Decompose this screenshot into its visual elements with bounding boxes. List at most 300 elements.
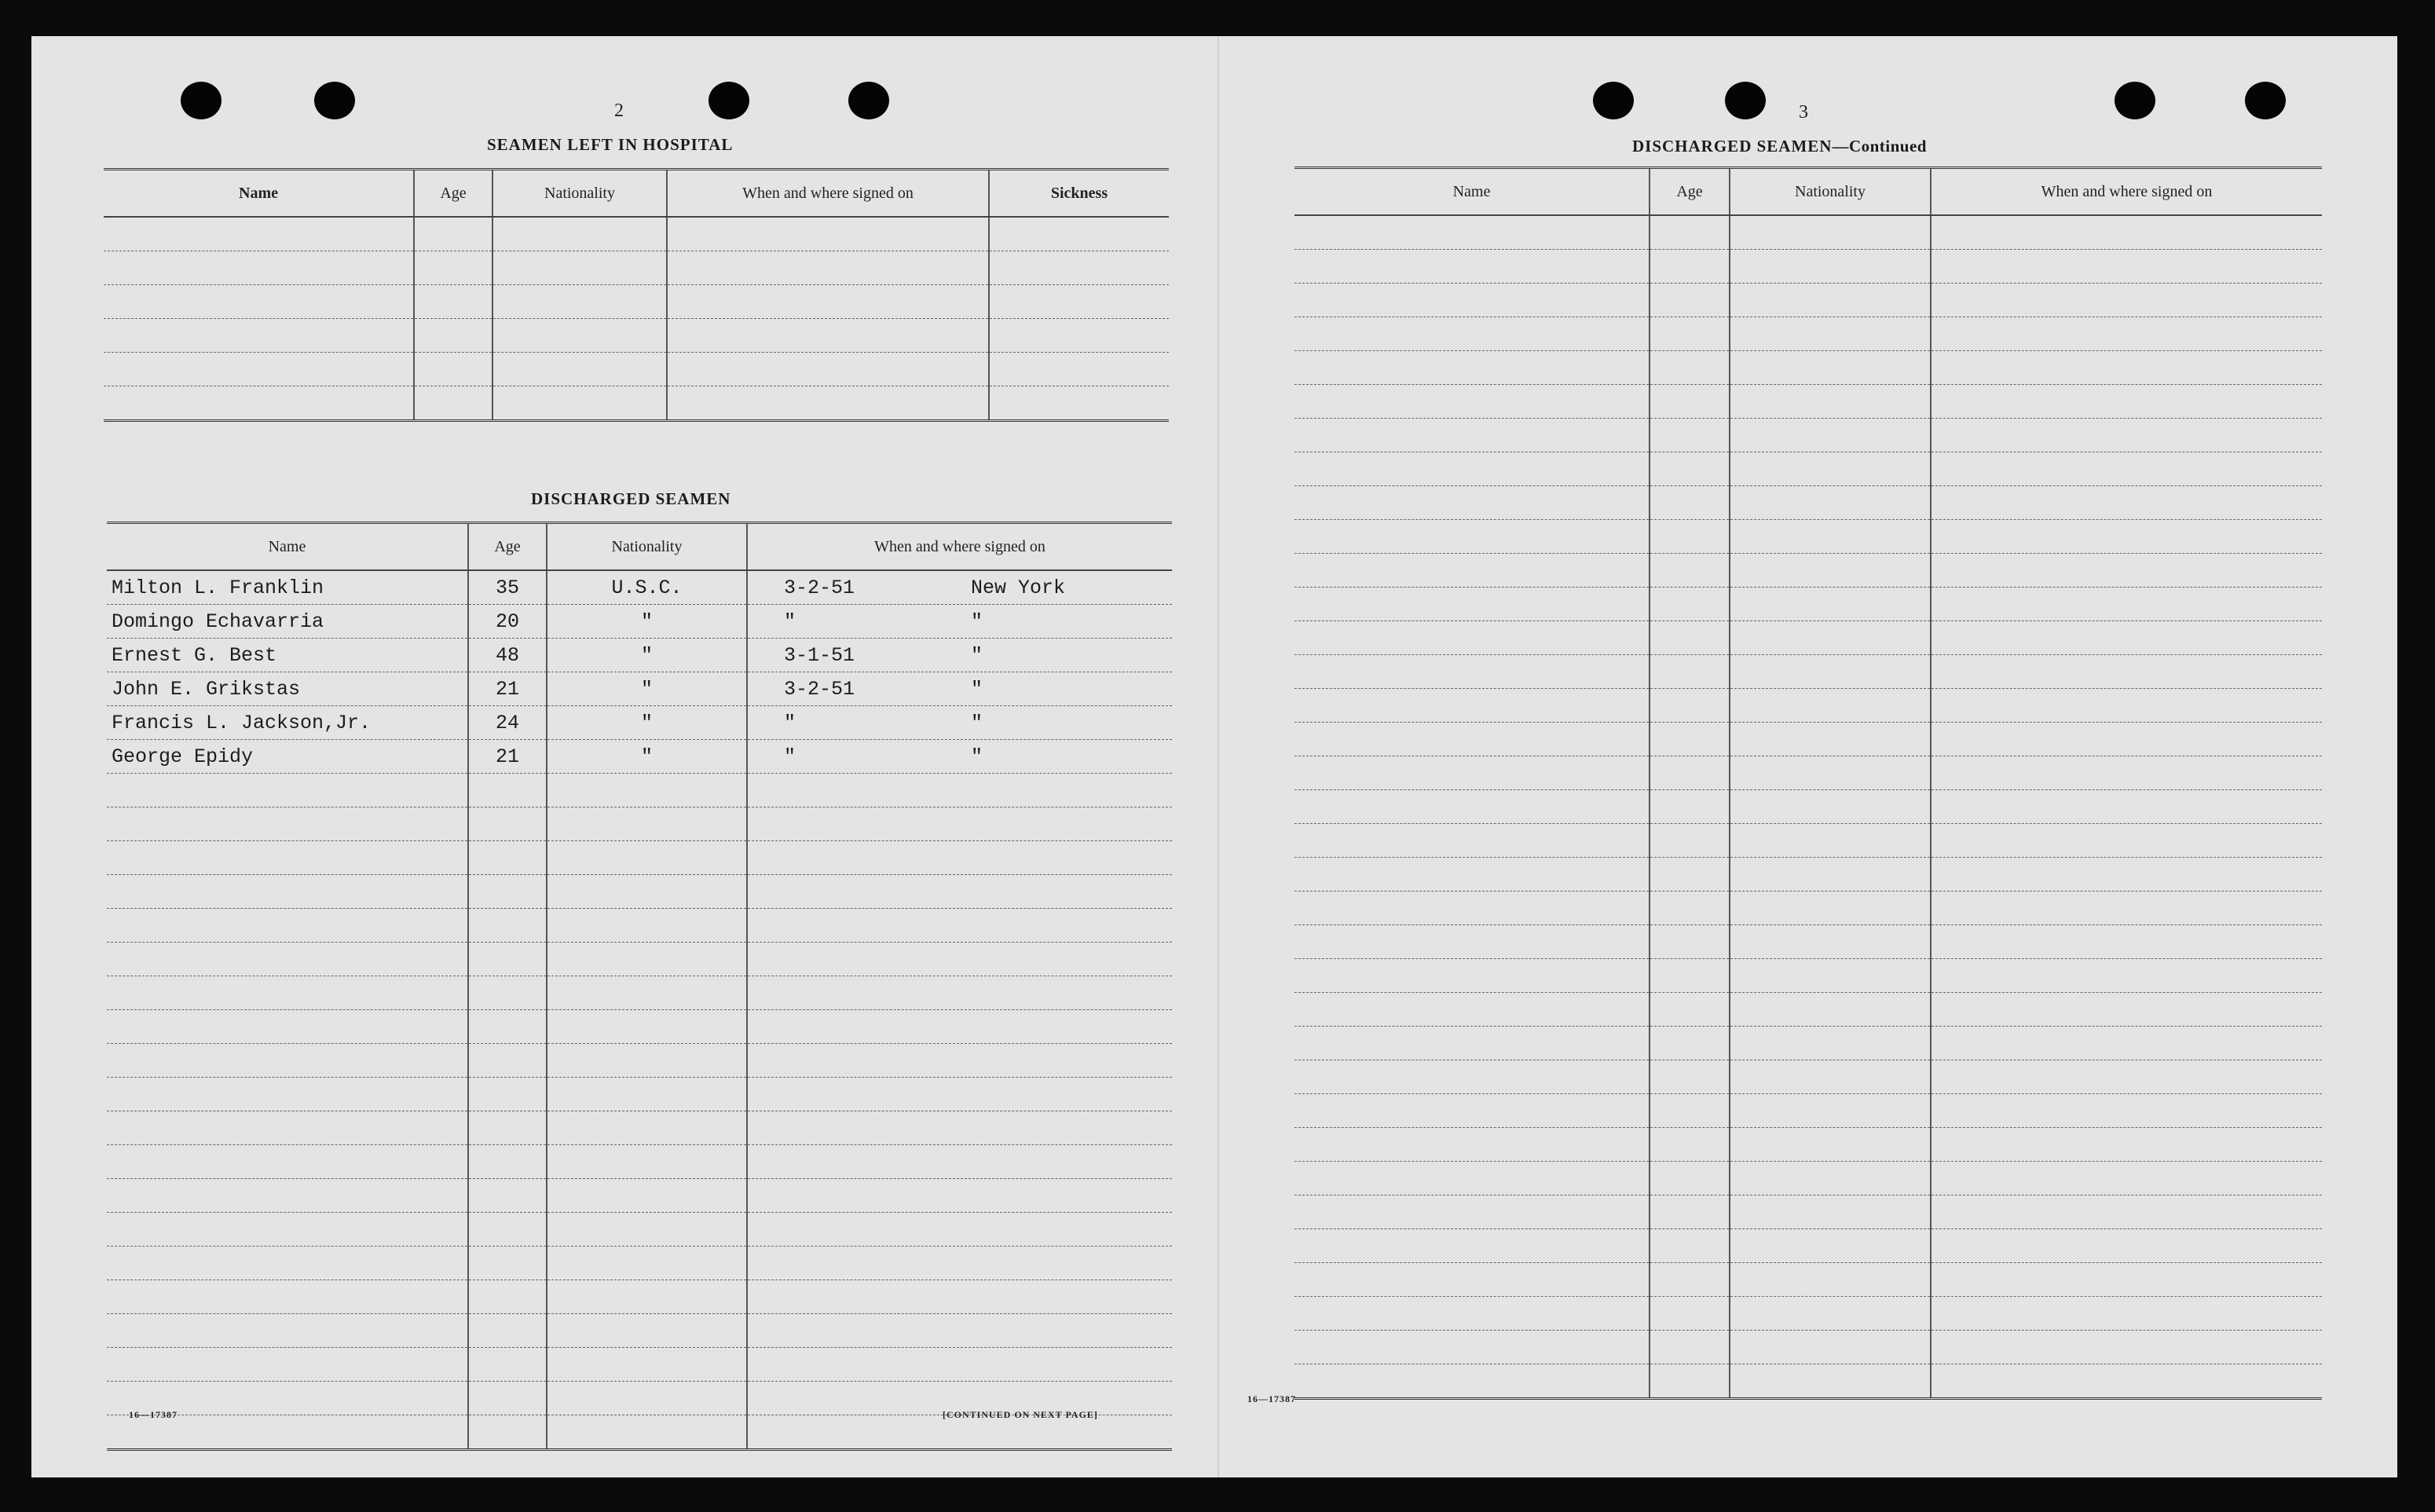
blank-cell: [1650, 1364, 1730, 1399]
signed-date: 3-2-51: [784, 678, 855, 701]
blank-cell: [1931, 1128, 2322, 1162]
blank-cell: [747, 1044, 1172, 1078]
blank-cell: [107, 1145, 468, 1179]
blank-cell: [667, 217, 989, 251]
age-cell: 24: [468, 706, 547, 740]
blank-cell: [1294, 993, 1650, 1027]
blank-cell: [1931, 655, 2322, 689]
blank-cell: [1294, 215, 1650, 250]
blank-cell: [547, 1314, 747, 1348]
blank-row: [1294, 1027, 2322, 1060]
blank-row: [1294, 655, 2322, 689]
blank-cell: [1730, 824, 1931, 858]
blank-cell: [414, 319, 492, 353]
left-page: [31, 36, 1218, 1477]
blank-row: [107, 841, 1172, 875]
form-number: 16—17387: [129, 1409, 178, 1420]
signed-date: ": [784, 610, 796, 633]
blank-cell: [1650, 1195, 1730, 1229]
when-where-cell: [747, 570, 1172, 605]
blank-cell: [747, 1179, 1172, 1213]
blank-cell: [107, 1247, 468, 1280]
nationality-cell: ": [547, 605, 747, 639]
blank-cell: [1730, 554, 1931, 588]
blank-row: [1294, 1128, 2322, 1162]
blank-cell: [107, 1280, 468, 1314]
blank-cell: [747, 841, 1172, 875]
blank-cell: [547, 1415, 747, 1450]
table-header-row: [1294, 168, 2322, 216]
blank-row: [1294, 1297, 2322, 1331]
blank-cell: [492, 251, 667, 285]
blank-row: [107, 943, 1172, 976]
header-when-where: When and where signed on: [747, 523, 1172, 571]
signed-place: New York: [971, 577, 1066, 599]
blank-cell: [1650, 385, 1730, 419]
signed-place: ": [971, 712, 983, 734]
blank-cell: [1294, 1162, 1650, 1195]
signed-place: ": [971, 678, 983, 701]
blank-cell: [107, 1111, 468, 1145]
blank-cell: [747, 1111, 1172, 1145]
blank-cell: [1931, 824, 2322, 858]
blank-row: [1294, 1263, 2322, 1297]
discharged-continued-table: [1294, 167, 2322, 1400]
header-nationality: Nationality: [492, 170, 667, 218]
blank-cell: [747, 909, 1172, 943]
signed-date: ": [784, 712, 796, 734]
blank-cell: [1730, 1263, 1931, 1297]
blank-cell: [1931, 520, 2322, 554]
table-row: [107, 605, 1172, 639]
blank-cell: [1730, 993, 1931, 1027]
blank-cell: [1931, 317, 2322, 351]
binder-hole: [709, 82, 749, 119]
blank-cell: [547, 1145, 747, 1179]
blank-cell: [1730, 520, 1931, 554]
blank-cell: [1730, 1229, 1931, 1263]
blank-cell: [104, 353, 414, 386]
blank-row: [1294, 689, 2322, 723]
blank-cell: [1294, 1364, 1650, 1399]
blank-row: [107, 1179, 1172, 1213]
blank-cell: [1650, 790, 1730, 824]
blank-row: [1294, 351, 2322, 385]
blank-cell: [414, 251, 492, 285]
blank-cell: [1294, 925, 1650, 959]
blank-cell: [547, 1348, 747, 1382]
blank-cell: [1294, 1263, 1650, 1297]
signed-date: 3-1-51: [784, 644, 855, 667]
hospital-table: [104, 168, 1169, 422]
blank-cell: [1730, 1162, 1931, 1195]
blank-cell: [1650, 993, 1730, 1027]
blank-cell: [1931, 351, 2322, 385]
blank-cell: [1294, 588, 1650, 621]
blank-cell: [1294, 1297, 1650, 1331]
blank-cell: [1650, 959, 1730, 993]
blank-cell: [1294, 824, 1650, 858]
blank-cell: [1931, 1027, 2322, 1060]
nationality-cell: U.S.C.: [547, 570, 747, 605]
discharged-section-title: DISCHARGED SEAMEN: [531, 489, 731, 508]
blank-cell: [468, 1010, 547, 1044]
blank-cell: [1650, 621, 1730, 655]
header-age: Age: [414, 170, 492, 218]
right-page: [1219, 36, 2397, 1477]
header-nationality: Nationality: [1730, 168, 1931, 216]
blank-cell: [1730, 655, 1931, 689]
blank-cell: [1294, 385, 1650, 419]
blank-cell: [989, 285, 1169, 319]
age-cell: 21: [468, 672, 547, 706]
blank-cell: [1730, 317, 1931, 351]
blank-cell: [1931, 419, 2322, 452]
binder-hole: [2115, 82, 2155, 119]
blank-row: [107, 1247, 1172, 1280]
blank-cell: [1294, 452, 1650, 486]
name-cell: John E. Grikstas: [107, 672, 468, 706]
blank-cell: [747, 875, 1172, 909]
blank-cell: [1650, 1027, 1730, 1060]
blank-cell: [104, 217, 414, 251]
blank-cell: [1294, 250, 1650, 284]
blank-cell: [492, 386, 667, 421]
blank-cell: [1730, 959, 1931, 993]
table-header-row: [107, 523, 1172, 571]
blank-cell: [547, 1078, 747, 1111]
signed-date: 3-2-51: [784, 577, 855, 599]
blank-cell: [104, 251, 414, 285]
blank-cell: [1650, 858, 1730, 891]
blank-cell: [468, 875, 547, 909]
blank-cell: [1730, 452, 1931, 486]
blank-row: [1294, 925, 2322, 959]
blank-cell: [547, 1280, 747, 1314]
blank-cell: [667, 319, 989, 353]
blank-cell: [468, 1415, 547, 1450]
header-age: Age: [1650, 168, 1730, 216]
blank-cell: [1294, 351, 1650, 385]
blank-cell: [667, 353, 989, 386]
blank-cell: [468, 1213, 547, 1247]
blank-cell: [1730, 419, 1931, 452]
when-where-cell: [747, 605, 1172, 639]
blank-cell: [547, 1111, 747, 1145]
blank-cell: [1931, 1364, 2322, 1399]
blank-cell: [1650, 215, 1730, 250]
blank-cell: [989, 319, 1169, 353]
blank-cell: [1650, 554, 1730, 588]
blank-row: [107, 909, 1172, 943]
blank-row: [107, 1314, 1172, 1348]
blank-cell: [1931, 959, 2322, 993]
blank-row: [1294, 284, 2322, 317]
blank-cell: [547, 807, 747, 841]
blank-cell: [1931, 790, 2322, 824]
blank-cell: [1931, 1162, 2322, 1195]
blank-cell: [1650, 723, 1730, 756]
blank-cell: [1931, 486, 2322, 520]
blank-row: [1294, 1229, 2322, 1263]
blank-cell: [1650, 486, 1730, 520]
continued-note: [CONTINUED ON NEXT PAGE]: [943, 1409, 1098, 1420]
blank-row: [1294, 385, 2322, 419]
blank-row: [1294, 554, 2322, 588]
blank-cell: [468, 1078, 547, 1111]
blank-cell: [1650, 284, 1730, 317]
blank-cell: [1730, 723, 1931, 756]
blank-cell: [1931, 858, 2322, 891]
blank-cell: [1931, 452, 2322, 486]
blank-cell: [468, 841, 547, 875]
blank-cell: [107, 976, 468, 1010]
hospital-section-title: SEAMEN LEFT IN HOSPITAL: [487, 135, 734, 154]
blank-cell: [1294, 1331, 1650, 1364]
blank-cell: [1294, 689, 1650, 723]
blank-row: [1294, 250, 2322, 284]
blank-cell: [989, 217, 1169, 251]
blank-cell: [1294, 790, 1650, 824]
blank-cell: [1650, 1263, 1730, 1297]
blank-cell: [1294, 1027, 1650, 1060]
blank-cell: [107, 875, 468, 909]
blank-row: [1294, 824, 2322, 858]
age-cell: 48: [468, 639, 547, 672]
blank-cell: [667, 251, 989, 285]
blank-cell: [1730, 1027, 1931, 1060]
blank-row: [104, 386, 1169, 421]
blank-cell: [104, 386, 414, 421]
blank-cell: [667, 285, 989, 319]
blank-cell: [747, 1078, 1172, 1111]
table-header-row: [104, 170, 1169, 218]
when-where-cell: [747, 639, 1172, 672]
blank-cell: [1730, 858, 1931, 891]
blank-cell: [1931, 891, 2322, 925]
blank-cell: [547, 976, 747, 1010]
blank-cell: [1931, 1060, 2322, 1094]
blank-cell: [107, 909, 468, 943]
blank-cell: [1730, 385, 1931, 419]
table-row: [107, 639, 1172, 672]
blank-cell: [1931, 723, 2322, 756]
form-number: 16—17387: [1247, 1393, 1296, 1404]
blank-row: [1294, 1060, 2322, 1094]
blank-row: [107, 1280, 1172, 1314]
blank-cell: [547, 1010, 747, 1044]
blank-row: [107, 1348, 1172, 1382]
blank-cell: [1294, 486, 1650, 520]
blank-cell: [1730, 588, 1931, 621]
blank-cell: [1650, 655, 1730, 689]
nationality-cell: ": [547, 706, 747, 740]
header-name: Name: [1294, 168, 1650, 216]
blank-cell: [492, 217, 667, 251]
blank-row: [104, 217, 1169, 251]
blank-cell: [547, 1247, 747, 1280]
blank-cell: [747, 976, 1172, 1010]
blank-cell: [1931, 284, 2322, 317]
blank-row: [107, 1111, 1172, 1145]
blank-cell: [468, 1145, 547, 1179]
header-when-where: When and where signed on: [667, 170, 989, 218]
header-sickness: Sickness: [989, 170, 1169, 218]
binder-hole: [314, 82, 355, 119]
blank-row: [107, 1078, 1172, 1111]
blank-row: [104, 285, 1169, 319]
blank-row: [1294, 858, 2322, 891]
page-number: 3: [1799, 102, 1808, 123]
blank-cell: [107, 841, 468, 875]
blank-row: [1294, 891, 2322, 925]
blank-cell: [1650, 1128, 1730, 1162]
blank-cell: [747, 1280, 1172, 1314]
blank-cell: [414, 353, 492, 386]
when-where-cell: [747, 740, 1172, 774]
blank-cell: [492, 319, 667, 353]
blank-cell: [107, 1010, 468, 1044]
blank-cell: [1730, 1060, 1931, 1094]
blank-cell: [1931, 1331, 2322, 1364]
blank-cell: [1294, 419, 1650, 452]
blank-cell: [747, 943, 1172, 976]
header-age: Age: [468, 523, 547, 571]
blank-cell: [1730, 1195, 1931, 1229]
name-cell: George Epidy: [107, 740, 468, 774]
blank-cell: [547, 909, 747, 943]
blank-cell: [547, 875, 747, 909]
blank-cell: [1294, 621, 1650, 655]
blank-cell: [1931, 1263, 2322, 1297]
blank-row: [1294, 756, 2322, 790]
blank-cell: [1650, 824, 1730, 858]
table-row: [107, 740, 1172, 774]
nationality-cell: ": [547, 639, 747, 672]
name-cell: Milton L. Franklin: [107, 570, 468, 605]
blank-cell: [1294, 959, 1650, 993]
blank-cell: [1650, 1060, 1730, 1094]
blank-row: [1294, 1162, 2322, 1195]
blank-row: [1294, 486, 2322, 520]
blank-cell: [1931, 756, 2322, 790]
blank-cell: [747, 1213, 1172, 1247]
blank-cell: [1294, 284, 1650, 317]
blank-cell: [1650, 891, 1730, 925]
when-where-cell: [747, 706, 1172, 740]
blank-cell: [1650, 1229, 1730, 1263]
blank-row: [1294, 723, 2322, 756]
blank-cell: [547, 841, 747, 875]
blank-row: [107, 774, 1172, 807]
blank-cell: [1931, 215, 2322, 250]
blank-cell: [468, 774, 547, 807]
blank-cell: [107, 1179, 468, 1213]
blank-cell: [1730, 756, 1931, 790]
blank-cell: [468, 1044, 547, 1078]
header-nationality: Nationality: [547, 523, 747, 571]
blank-row: [1294, 959, 2322, 993]
blank-cell: [1294, 1229, 1650, 1263]
blank-row: [1294, 215, 2322, 250]
blank-cell: [1931, 588, 2322, 621]
blank-cell: [1730, 689, 1931, 723]
signed-date: ": [784, 745, 796, 768]
blank-cell: [468, 1314, 547, 1348]
blank-cell: [1730, 1297, 1931, 1331]
blank-cell: [1294, 317, 1650, 351]
blank-cell: [468, 943, 547, 976]
blank-cell: [1650, 925, 1730, 959]
blank-cell: [1294, 1195, 1650, 1229]
nationality-cell: ": [547, 740, 747, 774]
blank-cell: [1931, 993, 2322, 1027]
blank-cell: [747, 1010, 1172, 1044]
blank-cell: [747, 1145, 1172, 1179]
blank-cell: [1650, 317, 1730, 351]
blank-cell: [492, 285, 667, 319]
blank-cell: [1650, 351, 1730, 385]
binder-hole: [1725, 82, 1766, 119]
blank-cell: [1294, 1128, 1650, 1162]
header-name: Name: [104, 170, 414, 218]
blank-cell: [1294, 1060, 1650, 1094]
blank-cell: [547, 943, 747, 976]
discharged-continued-title: [1632, 137, 1927, 156]
blank-row: [1294, 520, 2322, 554]
blank-row: [104, 319, 1169, 353]
blank-cell: [547, 1213, 747, 1247]
blank-cell: [989, 353, 1169, 386]
binder-hole: [1593, 82, 1634, 119]
age-cell: 20: [468, 605, 547, 639]
blank-cell: [468, 909, 547, 943]
signed-place: ": [971, 745, 983, 768]
blank-cell: [1931, 385, 2322, 419]
blank-cell: [107, 1314, 468, 1348]
blank-cell: [1931, 1094, 2322, 1128]
blank-cell: [747, 1348, 1172, 1382]
blank-cell: [747, 807, 1172, 841]
blank-cell: [1650, 1162, 1730, 1195]
blank-cell: [107, 807, 468, 841]
blank-cell: [1650, 452, 1730, 486]
blank-cell: [468, 976, 547, 1010]
blank-cell: [414, 386, 492, 421]
blank-cell: [1294, 891, 1650, 925]
blank-cell: [747, 1247, 1172, 1280]
blank-row: [107, 807, 1172, 841]
blank-cell: [107, 943, 468, 976]
blank-cell: [1650, 1331, 1730, 1364]
blank-cell: [1730, 621, 1931, 655]
signed-place: ": [971, 610, 983, 633]
blank-cell: [107, 1078, 468, 1111]
age-cell: 21: [468, 740, 547, 774]
blank-row: [1294, 621, 2322, 655]
blank-cell: [547, 1044, 747, 1078]
blank-cell: [414, 285, 492, 319]
name-cell: Ernest G. Best: [107, 639, 468, 672]
blank-cell: [468, 1247, 547, 1280]
blank-cell: [1730, 1331, 1931, 1364]
blank-cell: [468, 1179, 547, 1213]
blank-cell: [1650, 588, 1730, 621]
blank-cell: [1294, 858, 1650, 891]
blank-cell: [547, 1382, 747, 1415]
blank-cell: [1931, 689, 2322, 723]
blank-cell: [107, 1348, 468, 1382]
